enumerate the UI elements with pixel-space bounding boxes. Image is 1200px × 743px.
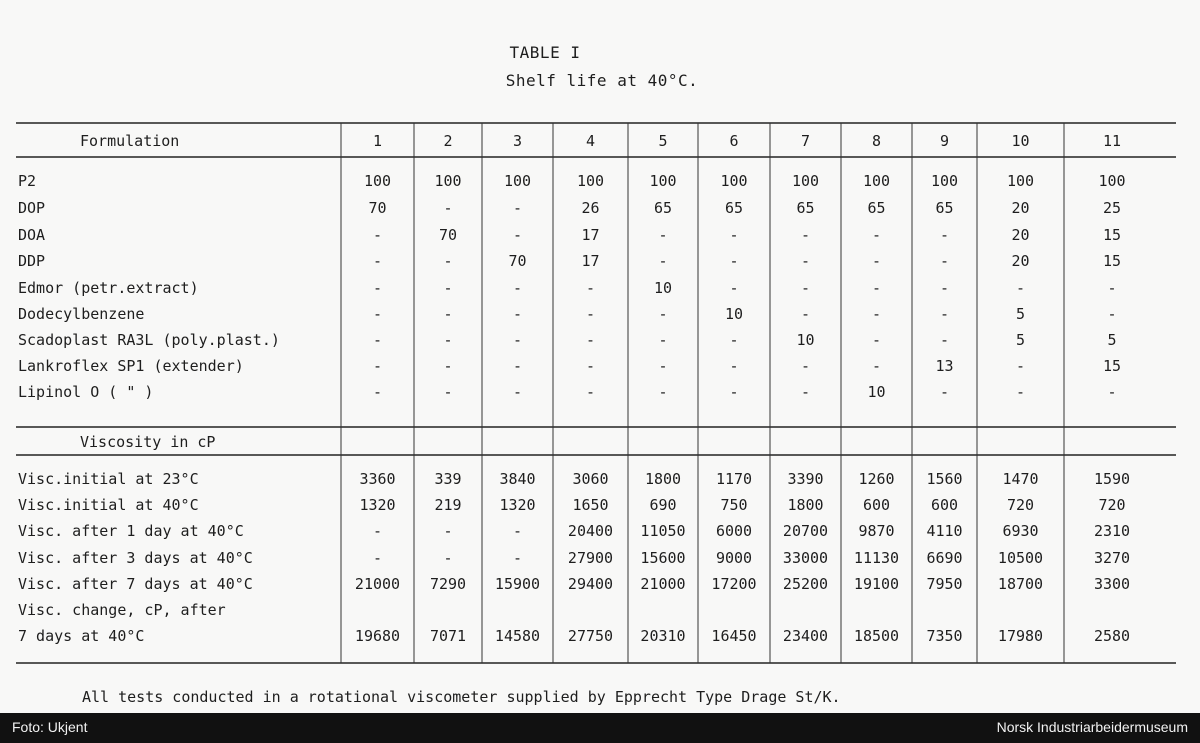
table-cell: - bbox=[443, 252, 453, 270]
table-cell: 5 bbox=[1015, 331, 1026, 349]
table-cell: 7290 bbox=[429, 575, 467, 593]
table-cell: 20 bbox=[1011, 252, 1030, 270]
table-cell: 1800 bbox=[787, 496, 824, 514]
table-cell: 3840 bbox=[499, 470, 536, 488]
table-cell: 1320 bbox=[499, 496, 536, 514]
table-cell: - bbox=[1107, 305, 1117, 323]
table-cell: 5 bbox=[1107, 331, 1117, 349]
table-cell: 100 bbox=[649, 172, 677, 190]
table-cell: - bbox=[512, 522, 523, 540]
table-cell: 100 bbox=[862, 172, 891, 190]
row-label: Visc.initial at 40°C bbox=[18, 496, 199, 514]
table-cell: 4110 bbox=[926, 522, 963, 540]
row-label: 7 days at 40°C bbox=[18, 627, 145, 645]
table-cell: 1560 bbox=[926, 470, 963, 488]
table-cell: 19680 bbox=[354, 627, 401, 645]
table-cell: - bbox=[800, 357, 811, 375]
table-cell: - bbox=[939, 383, 950, 401]
table-cell: 9000 bbox=[715, 549, 753, 567]
table-cell: - bbox=[585, 305, 596, 323]
table-cell: - bbox=[443, 199, 453, 217]
table-cell: - bbox=[729, 331, 739, 349]
table-cell: 10 bbox=[867, 383, 886, 401]
column-header: 10 bbox=[1011, 132, 1030, 150]
photo-credit: Foto: Ukjent bbox=[12, 719, 88, 735]
table-cell: 100 bbox=[930, 172, 959, 190]
table-cell: - bbox=[800, 305, 811, 323]
table-cell: 65 bbox=[796, 199, 815, 217]
table-cell: 23400 bbox=[782, 627, 829, 645]
table-cell: 100 bbox=[363, 172, 392, 190]
row-label: DOA bbox=[18, 226, 46, 244]
table-cell: - bbox=[443, 331, 453, 349]
table-cell: - bbox=[729, 383, 739, 401]
table-cell: 18700 bbox=[997, 575, 1044, 593]
table-cell: - bbox=[729, 226, 739, 244]
table-cell: 100 bbox=[791, 172, 820, 190]
table-cell: - bbox=[939, 305, 950, 323]
table-cell: 1320 bbox=[359, 496, 396, 514]
column-header: 9 bbox=[939, 132, 950, 150]
table-cell: - bbox=[443, 522, 453, 540]
table-cell: - bbox=[443, 305, 453, 323]
table-cell: 600 bbox=[862, 496, 891, 514]
table-cell: - bbox=[585, 279, 596, 297]
table-cell: 100 bbox=[720, 172, 748, 190]
table-cell: - bbox=[658, 305, 668, 323]
table-cell: - bbox=[939, 252, 950, 270]
table-cell: - bbox=[372, 357, 383, 375]
table-cell: 690 bbox=[649, 496, 677, 514]
table-cell: - bbox=[372, 252, 383, 270]
table-cell: 750 bbox=[720, 496, 748, 514]
table-cell: 65 bbox=[935, 199, 954, 217]
table-cell: 1170 bbox=[715, 470, 753, 488]
table-cell: 70 bbox=[368, 199, 387, 217]
table-cell: 339 bbox=[434, 470, 462, 488]
table-cell: 26 bbox=[581, 199, 600, 217]
table-cell: - bbox=[512, 305, 523, 323]
table-cell: 9870 bbox=[858, 522, 895, 540]
table-cell: - bbox=[729, 357, 739, 375]
table-cell: 100 bbox=[503, 172, 532, 190]
table-cell: - bbox=[658, 226, 668, 244]
table-cell: - bbox=[1015, 279, 1026, 297]
table-cell: - bbox=[871, 357, 882, 375]
row-label: Visc.initial at 23°C bbox=[18, 470, 199, 488]
photo-caption-bar bbox=[0, 713, 1200, 743]
table-cell: 13 bbox=[935, 357, 954, 375]
table-cell: 65 bbox=[867, 199, 886, 217]
table-cell: - bbox=[1107, 383, 1117, 401]
table-cell: - bbox=[871, 331, 882, 349]
table-cell: 10 bbox=[724, 305, 744, 323]
table-cell: 3270 bbox=[1093, 549, 1131, 567]
table-cell: 18500 bbox=[853, 627, 900, 645]
museum-name: Norsk Industriarbeidermuseum bbox=[996, 719, 1188, 735]
table-cell: - bbox=[871, 252, 882, 270]
table-cell: - bbox=[512, 549, 523, 567]
table-cell: - bbox=[1015, 383, 1026, 401]
table-cell: 65 bbox=[653, 199, 673, 217]
column-header: 6 bbox=[729, 132, 739, 150]
table-cell: 6690 bbox=[926, 549, 963, 567]
table-cell: 2310 bbox=[1093, 522, 1131, 540]
table-cell: 15 bbox=[1102, 252, 1122, 270]
table-cell: 29400 bbox=[567, 575, 614, 593]
table-cell: - bbox=[512, 226, 523, 244]
table-cell: - bbox=[372, 522, 383, 540]
column-header-formulation: Formulation bbox=[80, 132, 180, 150]
table-cell: 10 bbox=[796, 331, 815, 349]
table-cell: - bbox=[939, 279, 950, 297]
table-cell: 25 bbox=[1102, 199, 1122, 217]
table-cell: 100 bbox=[1006, 172, 1035, 190]
table-cell: - bbox=[939, 226, 950, 244]
table-cell: 17980 bbox=[997, 627, 1044, 645]
table-cell: 20400 bbox=[567, 522, 614, 540]
section-title: Viscosity in cP bbox=[80, 433, 216, 451]
table-cell: 17200 bbox=[711, 575, 757, 593]
table-cell: - bbox=[585, 383, 596, 401]
table-cell: 27900 bbox=[567, 549, 614, 567]
table-cell: 720 bbox=[1098, 496, 1126, 514]
table-cell: - bbox=[658, 331, 668, 349]
table-cell: 20 bbox=[1011, 199, 1030, 217]
table-cell: 100 bbox=[576, 172, 605, 190]
table-cell: 17 bbox=[581, 226, 600, 244]
column-header: 8 bbox=[871, 132, 882, 150]
table-cell: 3300 bbox=[1093, 575, 1131, 593]
table-cell: - bbox=[1015, 357, 1026, 375]
table-cell: 7950 bbox=[926, 575, 963, 593]
table-cell: - bbox=[512, 199, 523, 217]
table-cell: - bbox=[800, 226, 811, 244]
table-cell: - bbox=[443, 549, 453, 567]
row-label: Lipinol O ( " ) bbox=[18, 383, 154, 401]
table-cell: - bbox=[512, 383, 523, 401]
table-cell: - bbox=[800, 279, 811, 297]
table-cell: 70 bbox=[508, 252, 527, 270]
row-label: Edmor (petr.extract) bbox=[18, 279, 199, 297]
table-cell: - bbox=[729, 279, 739, 297]
table-cell: 10 bbox=[653, 279, 673, 297]
row-label: Visc. after 3 days at 40°C bbox=[18, 549, 253, 567]
table-cell: - bbox=[512, 331, 523, 349]
table-cell: 70 bbox=[438, 226, 458, 244]
table-cell: 7350 bbox=[926, 627, 963, 645]
row-label: DDP bbox=[18, 252, 46, 270]
column-header: 11 bbox=[1102, 132, 1122, 150]
table-cell: - bbox=[871, 305, 882, 323]
table-cell: 15900 bbox=[494, 575, 541, 593]
table-cell: - bbox=[443, 383, 453, 401]
table-cell: 11130 bbox=[853, 549, 900, 567]
table-cell: 20700 bbox=[782, 522, 829, 540]
column-header: 3 bbox=[512, 132, 523, 150]
table-cell: 1800 bbox=[644, 470, 682, 488]
table-cell: 720 bbox=[1006, 496, 1035, 514]
table-cell: 21000 bbox=[354, 575, 401, 593]
row-label: Visc. change, cP, after bbox=[18, 601, 226, 619]
table-cell: - bbox=[1107, 279, 1117, 297]
column-header: 2 bbox=[443, 132, 453, 150]
table-cell: 33000 bbox=[782, 549, 829, 567]
table-cell: 14580 bbox=[494, 627, 541, 645]
table-subtitle: Shelf life at 40°C. bbox=[505, 71, 699, 90]
table-cell: 100 bbox=[434, 172, 462, 190]
table-cell: - bbox=[585, 331, 596, 349]
table-cell: 11050 bbox=[640, 522, 686, 540]
table-cell: 17 bbox=[581, 252, 600, 270]
table-cell: - bbox=[443, 357, 453, 375]
table-cell: - bbox=[658, 383, 668, 401]
table-cell: - bbox=[372, 331, 383, 349]
table-cell: 2580 bbox=[1093, 627, 1131, 645]
column-header: 7 bbox=[800, 132, 811, 150]
table-cell: 219 bbox=[434, 496, 462, 514]
row-label: Scadoplast RA3L (poly.plast.) bbox=[18, 331, 280, 349]
table-cell: 10500 bbox=[997, 549, 1044, 567]
table-cell: 21000 bbox=[640, 575, 686, 593]
table-cell: 15 bbox=[1102, 226, 1122, 244]
table-cell: 27750 bbox=[567, 627, 614, 645]
table-cell: - bbox=[939, 331, 950, 349]
table-cell: - bbox=[658, 357, 668, 375]
table-cell: 100 bbox=[1098, 172, 1126, 190]
table-title: TABLE I bbox=[509, 43, 581, 62]
table-cell: - bbox=[800, 383, 811, 401]
table-cell: - bbox=[372, 226, 383, 244]
column-header: 5 bbox=[658, 132, 668, 150]
table-cell: 16450 bbox=[711, 627, 757, 645]
table-cell: 1260 bbox=[858, 470, 895, 488]
column-header: 1 bbox=[372, 132, 383, 150]
table-cell: - bbox=[512, 357, 523, 375]
table-cell: 6000 bbox=[715, 522, 753, 540]
column-header: 4 bbox=[585, 132, 596, 150]
table-cell: - bbox=[800, 252, 811, 270]
table-cell: 20310 bbox=[640, 627, 686, 645]
table-cell: 600 bbox=[930, 496, 959, 514]
table-cell: - bbox=[372, 279, 383, 297]
row-label: Visc. after 7 days at 40°C bbox=[18, 575, 253, 593]
table-cell: - bbox=[729, 252, 739, 270]
table-cell: - bbox=[443, 279, 453, 297]
table-cell: - bbox=[871, 279, 882, 297]
table-cell: - bbox=[372, 549, 383, 567]
table-cell: - bbox=[372, 305, 383, 323]
row-label: P2 bbox=[18, 172, 37, 190]
table-cell: 20 bbox=[1011, 226, 1030, 244]
table-cell: 7071 bbox=[429, 627, 467, 645]
table-cell: 15 bbox=[1102, 357, 1122, 375]
table-cell: 5 bbox=[1015, 305, 1026, 323]
table-cell: 3360 bbox=[359, 470, 396, 488]
table-cell: - bbox=[512, 279, 523, 297]
table-cell: - bbox=[372, 383, 383, 401]
table-cell: - bbox=[585, 357, 596, 375]
table-cell: 15600 bbox=[640, 549, 686, 567]
table-cell: 25200 bbox=[782, 575, 829, 593]
table-cell: 3060 bbox=[572, 470, 609, 488]
table-cell: 6930 bbox=[1002, 522, 1039, 540]
row-label: Dodecylbenzene bbox=[18, 305, 145, 323]
footnote: All tests conducted in a rotational viscometer supplied by Epprecht Type Drage St/K. bbox=[82, 688, 841, 706]
table-cell: 1650 bbox=[572, 496, 609, 514]
table-cell: - bbox=[658, 252, 668, 270]
table-cell: 1470 bbox=[1002, 470, 1039, 488]
table-cell: - bbox=[871, 226, 882, 244]
row-label: Visc. after 1 day at 40°C bbox=[18, 522, 244, 540]
row-label: DOP bbox=[18, 199, 46, 217]
table-cell: 3390 bbox=[787, 470, 824, 488]
row-label: Lankroflex SP1 (extender) bbox=[18, 357, 244, 375]
table-cell: 19100 bbox=[853, 575, 900, 593]
table-cell: 1590 bbox=[1093, 470, 1131, 488]
table-cell: 65 bbox=[724, 199, 744, 217]
